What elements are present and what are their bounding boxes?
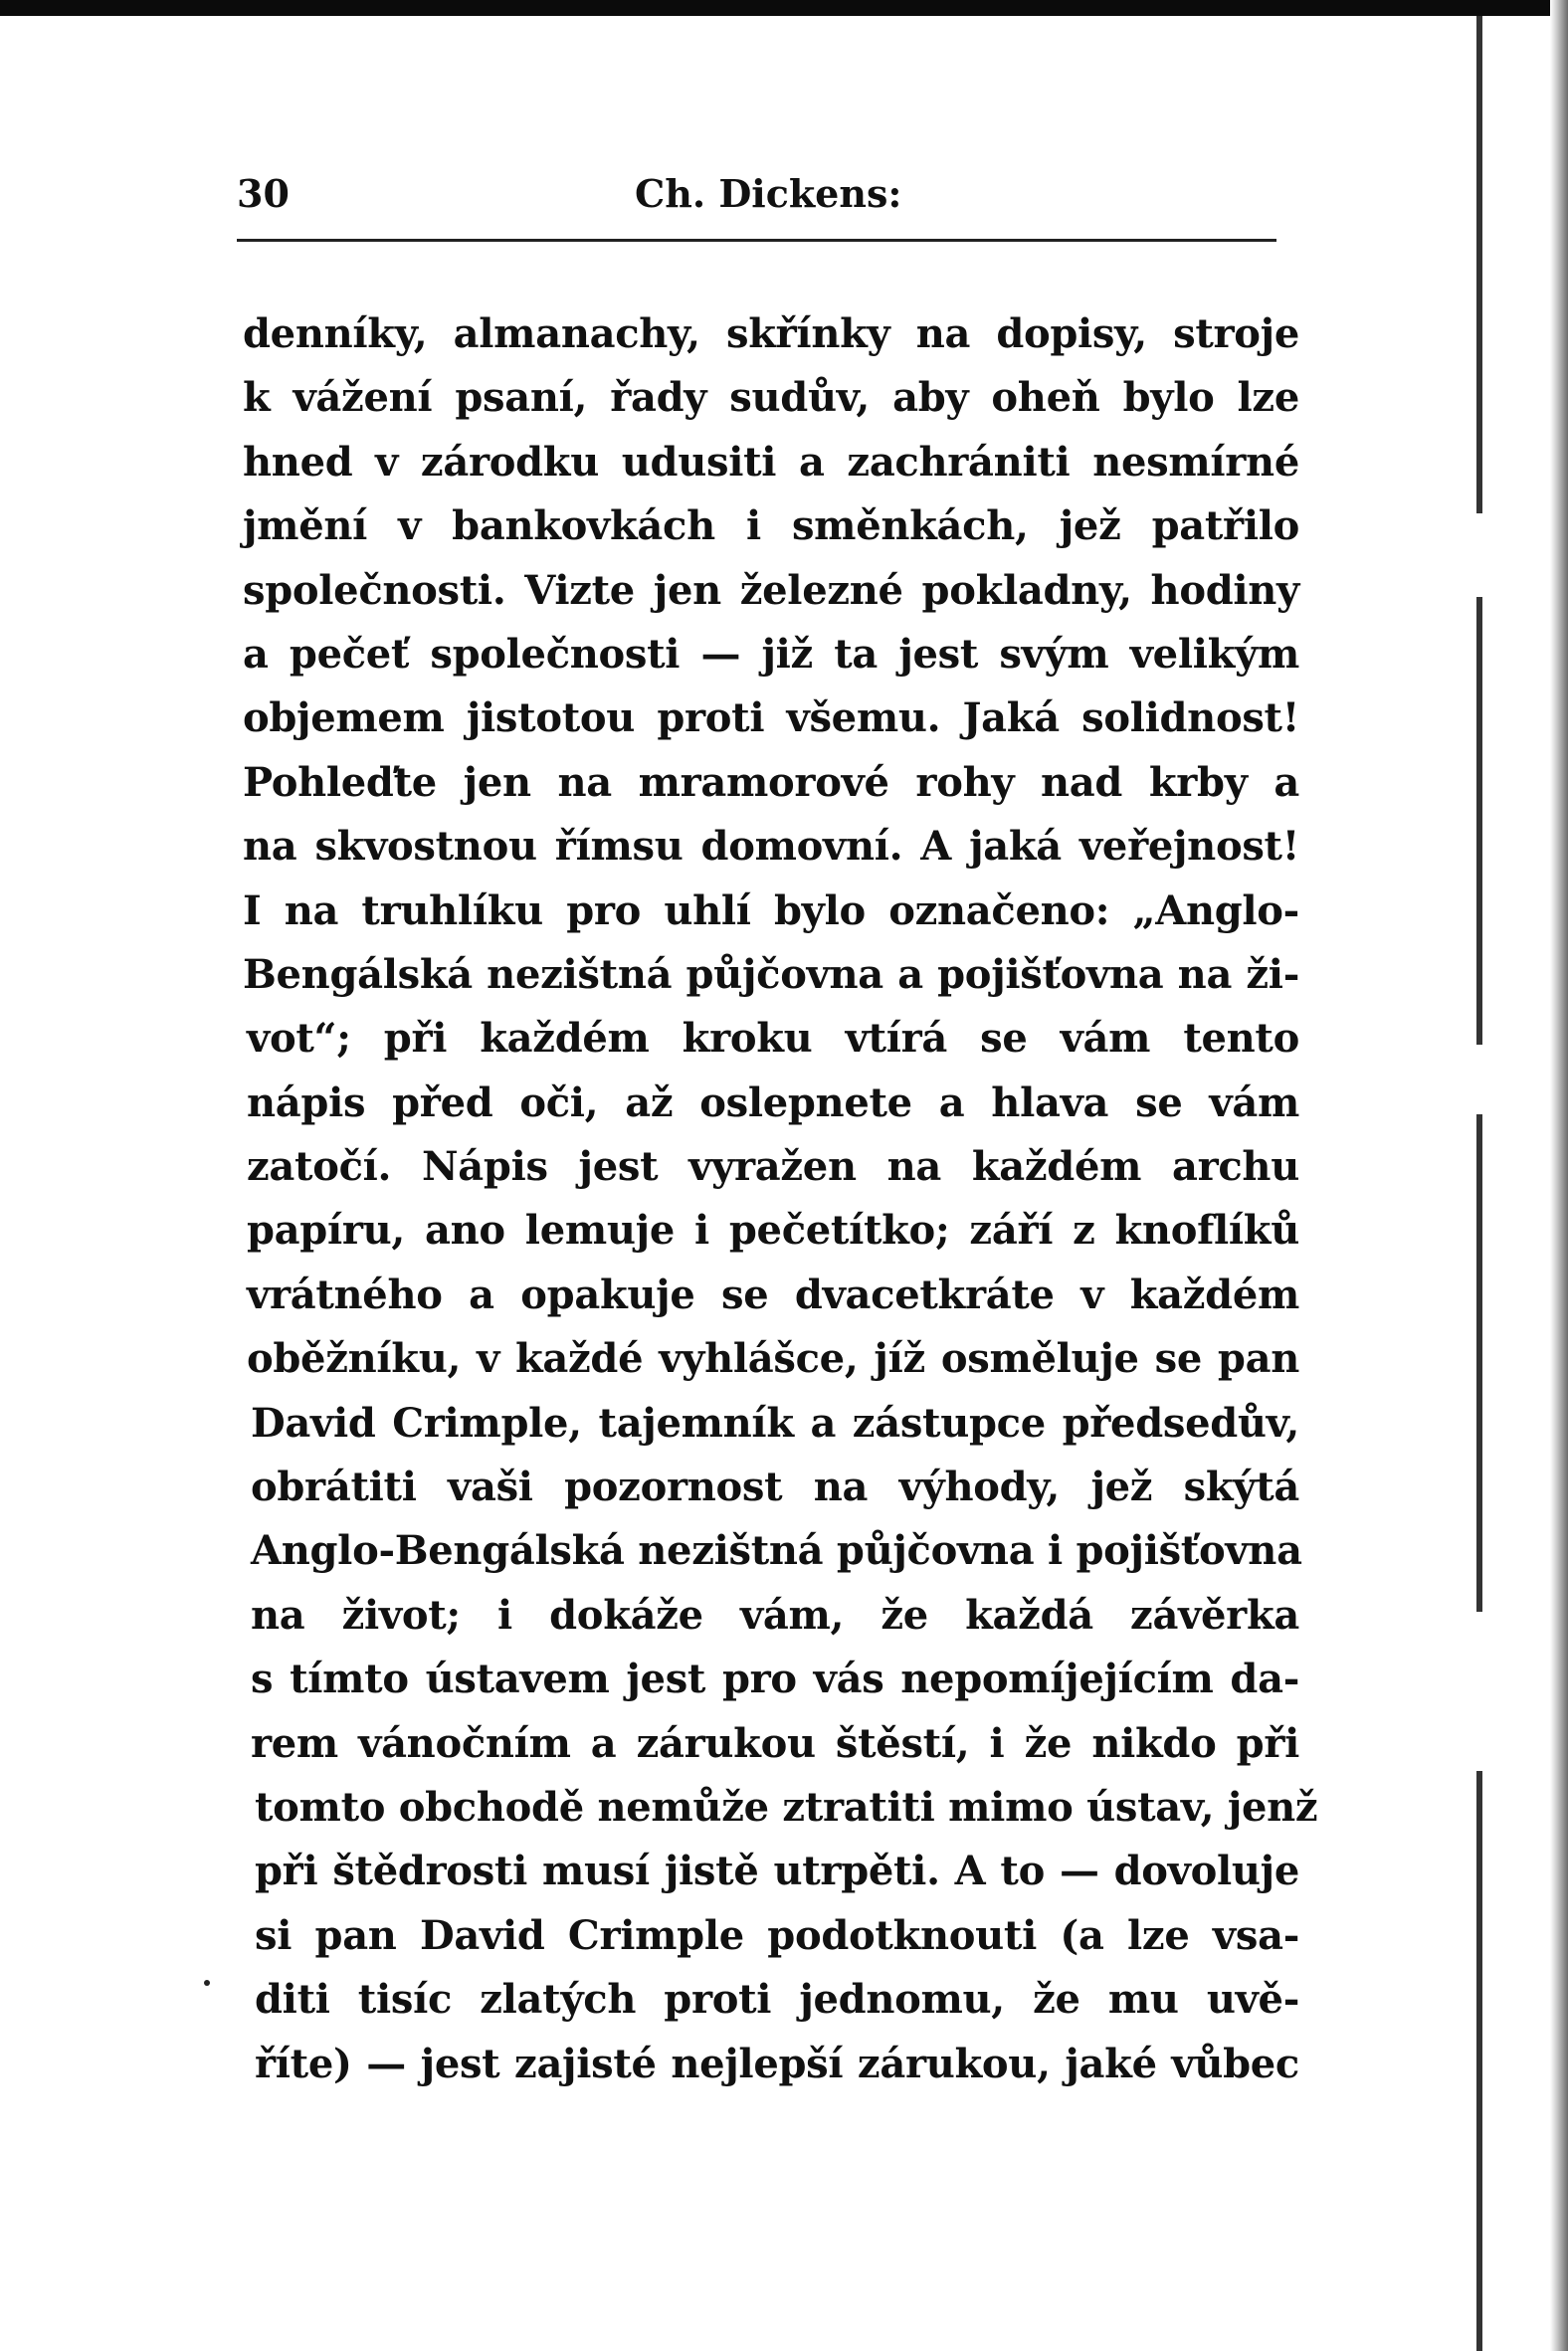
page-edge-line <box>1476 1114 1482 1612</box>
header-rule <box>237 239 1276 242</box>
text-line: hned v zárodku udusiti a zachrániti nesmírné <box>243 438 1299 486</box>
text-line: David Crimple, tajemník a zástupce předsedův, <box>251 1399 1299 1447</box>
text-line: Anglo-Bengálská nezištná půjčovna i pojišťovna <box>251 1527 1302 1575</box>
text-line: papíru, ano lemuje i pečetítko; září z knoflíků <box>247 1207 1299 1255</box>
scan-right-edge <box>1550 0 1568 2351</box>
text-line: tomto obchodě nemůže ztratiti mimo ústav, jenž <box>255 1783 1318 1831</box>
text-line: zatočí. Nápis jest vyražen na každém archu <box>247 1143 1299 1191</box>
text-line: rem vánočním a zárukou štěstí, i že nikdo při <box>251 1719 1299 1767</box>
text-line: si pan David Crimple podotknouti (a lze vsa- <box>255 1911 1299 1959</box>
ink-speck <box>204 1980 210 1986</box>
text-line: Pohleďte jen na mramorové rohy nad krby a <box>243 758 1299 806</box>
text-line: společnosti. Vizte jen železné pokladny, hodiny <box>243 566 1299 614</box>
text-line: na skvostnou římsu domovní. A jaká veřejnost! <box>243 823 1299 871</box>
page-edge-line <box>1476 16 1482 513</box>
text-line: I na truhlíku pro uhlí bylo označeno: „Anglo- <box>243 886 1299 934</box>
text-line: Bengálská nezištná půjčovna a pojišťovna na ži- <box>243 950 1299 998</box>
body-text <box>243 302 1318 2096</box>
scan-top-edge <box>0 0 1568 16</box>
page-number: 30 <box>237 171 290 216</box>
text-line: denníky, almanachy, skřínky na dopisy, stroje <box>243 310 1299 357</box>
text-line: jmění v bankovkách i směnkách, jež patřilo <box>243 502 1299 550</box>
text-line: při štědrosti musí jistě utrpěti. A to — dovoluje <box>255 1848 1299 1895</box>
text-line: a pečeť společnosti — již ta jest svým velikým <box>243 630 1299 678</box>
running-head <box>237 167 1276 237</box>
text-line: diti tisíc zlatých proti jednomu, že mu uvě- <box>255 1976 1299 2024</box>
text-line: objemem jistotou proti všemu. Jaká solidnost! <box>243 694 1299 742</box>
text-line: na život; i dokáže vám, že každá závěrka <box>251 1591 1299 1639</box>
text-line: nápis před oči, až oslepnete a hlava se vám <box>247 1078 1299 1126</box>
text-line: k vážení psaní, řady sudův, aby oheň bylo lze <box>243 374 1299 422</box>
text-line: oběžníku, v každé vyhlášce, jíž osměluje se pan <box>247 1335 1299 1383</box>
page-edge-line <box>1476 597 1482 1045</box>
text-line: obrátiti vaši pozornost na výhody, jež skýtá <box>251 1464 1299 1511</box>
page-edge-line <box>1476 1771 1482 2351</box>
text-line: vot“; při každém kroku vtírá se vám tento <box>247 1015 1299 1063</box>
running-title: Ch. Dickens: <box>635 171 902 216</box>
text-line: s tímto ústavem jest pro vás nepomíjejícím da- <box>251 1656 1299 1703</box>
text-line: říte) — jest zajisté nejlepší zárukou, jaké vůbec <box>255 2040 1299 2087</box>
text-line: vrátného a opakuje se dvacetkráte v každém <box>247 1271 1299 1318</box>
